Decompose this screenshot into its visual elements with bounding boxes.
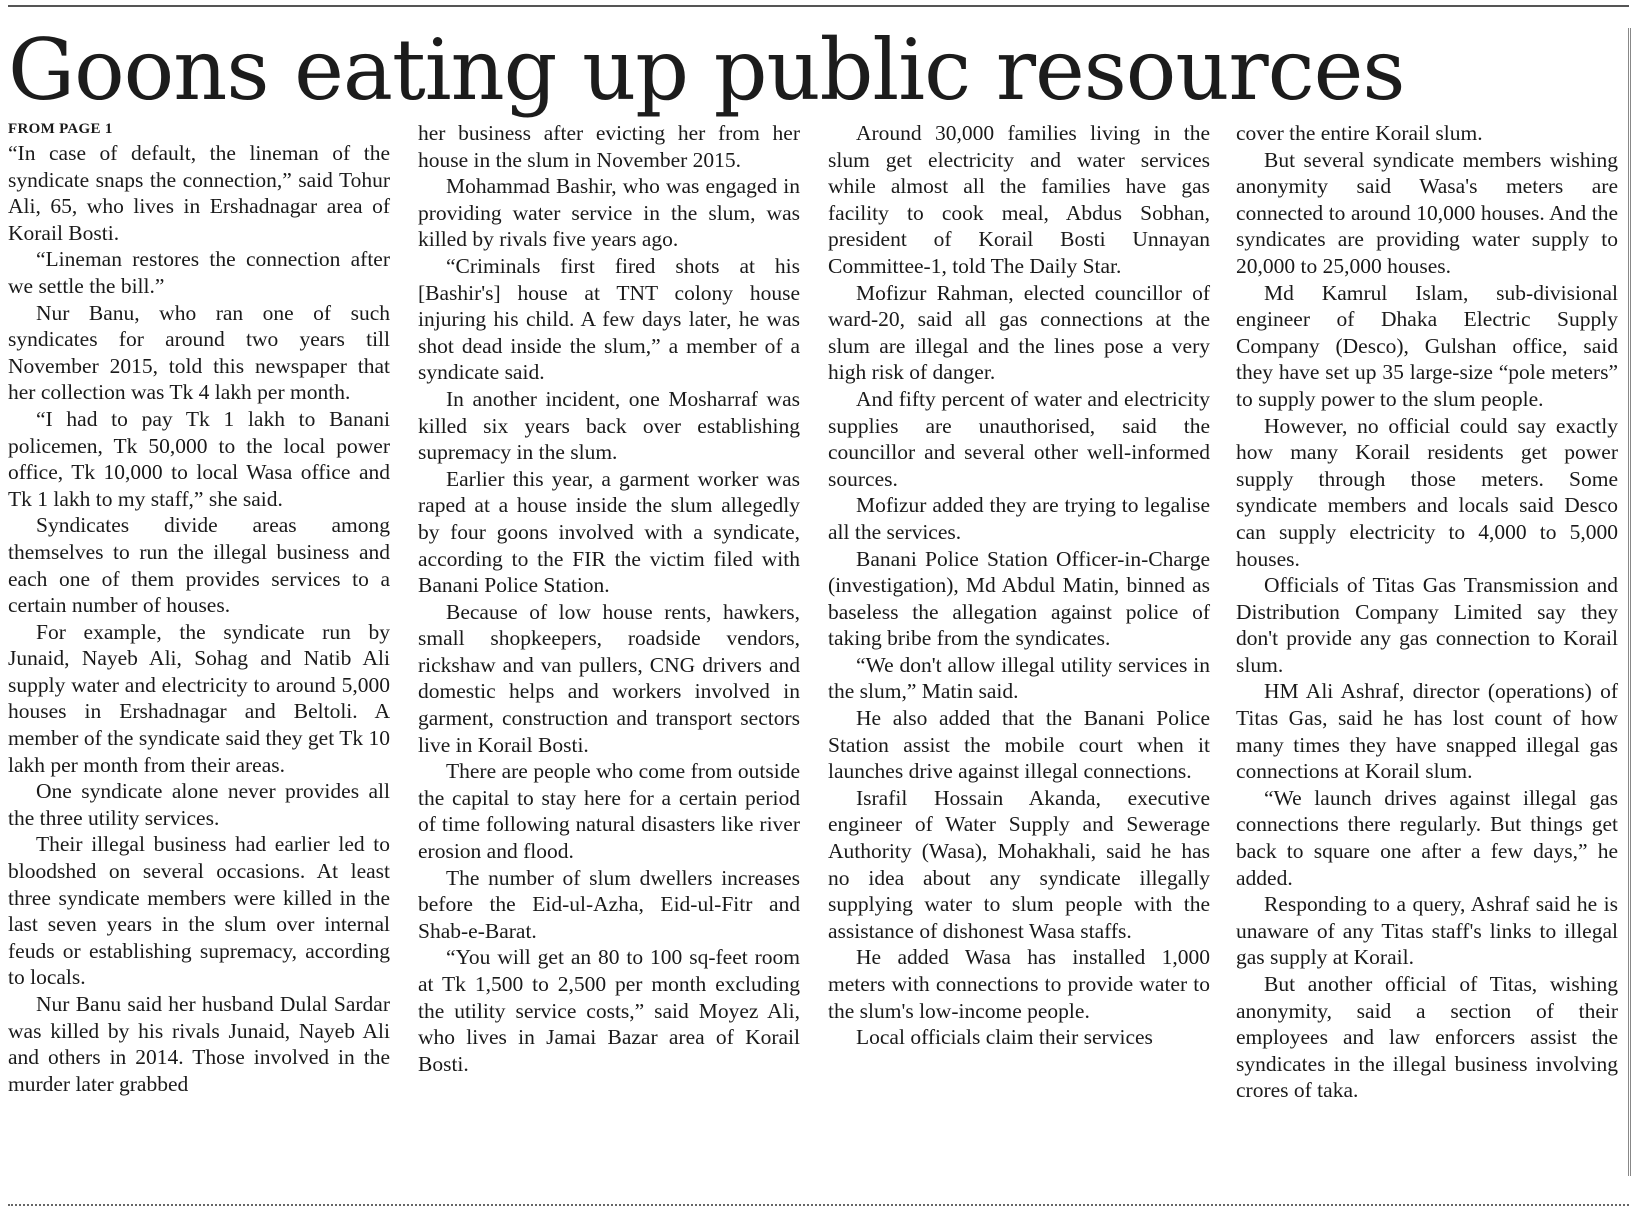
paragraph: He also added that the Banani Police Station assist the mobile court when it launches drive against illegal connections. — [828, 706, 1210, 784]
paragraph: “Criminals first fired shots at his [Bashir's] house at TNT colony house injuring his child. A few days later, he was shot dead inside the slum,” a member of a syndicate said. — [418, 253, 800, 385]
paragraph: Around 30,000 families living in the slum get electricity and water services while almost all the families have gas facility to cook meal, Abdus Sobhan, president of Korail Bosti Unnayan Committee-1, told The Daily Star. — [828, 121, 1210, 278]
paragraph: “Lineman restores the connection after we settle the bill.” — [8, 247, 390, 298]
article-body — [8, 120, 1620, 1180]
continuation-kicker: FROM PAGE 1 — [8, 121, 113, 137]
paragraph: However, no official could say exactly how many Korail residents get power supply through those meters. Some syndicate members and locals said Desco can supply electricity to 4,000 to 5,000 houses. — [1236, 413, 1618, 571]
paragraph: Syndicates divide areas among themselves to run the illegal business and each one of them provides services to a certain number of houses. — [8, 513, 390, 618]
bottom-dotted-rule — [8, 1204, 1629, 1206]
paragraph: Nur Banu, who ran one of such syndicates for around two years till November 2015, told this newspaper that her collection was Tk 4 lakh per month. — [8, 300, 390, 405]
paragraph: “In case of default, the lineman of the syndicate snaps the connection,” said Tohur Ali, 65, who lives in Ershadnagar area of Korail Bosti. — [8, 141, 390, 245]
paragraph: Responding to a query, Ashraf said he is unaware of any Titas staff's links to illegal gas supply at Korail. — [1236, 892, 1618, 970]
paragraph: Earlier this year, a garment worker was raped at a house inside the slum allegedly by four goons involved with a syndicate, according to the FIR the victim filed with Banani Police Station. — [418, 466, 800, 598]
paragraph: “You will get an 80 to 100 sq-feet room at Tk 1,500 to 2,500 per month excluding the utility service costs,” said Moyez Ali, who lives in Jamai Bazar area of Korail Bosti. — [418, 945, 800, 1076]
paragraph: Their illegal business had earlier led to bloodshed on several occasions. At least three syndicate members were killed in the last seven years in the slum over internal feuds or establishing supremacy, according to locals. — [8, 832, 390, 990]
paragraph: “I had to pay Tk 1 lakh to Banani policemen, Tk 50,000 to the local power office, Tk 10,000 to local Wasa office and Tk 1 lakh to my staff,” she said. — [8, 406, 390, 511]
paragraph: cover the entire Korail slum. — [1236, 121, 1483, 145]
paragraph: The number of slum dwellers increases before the Eid-ul-Azha, Eid-ul-Fitr and Shab-e-Barat. — [418, 865, 800, 943]
paragraph: Mofizur Rahman, elected councillor of ward-20, said all gas connections at the slum are illegal and the lines pose a very high risk of danger. — [828, 280, 1210, 385]
paragraph: “We launch drives against illegal gas connections there regularly. But things get back to square one after a few days,” he added. — [1236, 785, 1618, 890]
paragraph: Nur Banu said her husband Dulal Sardar was killed by his rivals Junaid, Nayeb Ali and others in 2014. Those involved in the murder later grabbed — [8, 992, 390, 1096]
paragraph: There are people who come from outside the capital to stay here for a certain period of time following natural disasters like river erosion and flood. — [418, 759, 800, 864]
paragraph: But another official of Titas, wishing anonymity, said a section of their employees and law enforcers assist the syndicates in the illegal business involving crores of taka. — [1236, 972, 1618, 1103]
paragraph: Md Kamrul Islam, sub-divisional engineer of Dhaka Electric Supply Company (Desco), Gulshan office, said they have set up 35 large-size “pole meters” to supply power to the slum people. — [1236, 280, 1618, 411]
paragraph: Banani Police Station Officer-in-Charge (investigation), Md Abdul Matin, binned as baseless the allegation against police of taking bribe from the syndicates. — [828, 546, 1210, 651]
right-border-rule — [1628, 28, 1631, 1176]
paragraph: Officials of Titas Gas Transmission and Distribution Company Limited say they don't provide any gas connection to Korail slum. — [1236, 573, 1618, 677]
article-column-2 — [418, 120, 800, 1077]
paragraph: But several syndicate members wishing anonymity said Wasa's meters are connected to around 10,000 houses. And the syndicates are providing water supply to 20,000 to 25,000 houses. — [1236, 147, 1618, 278]
paragraph: For example, the syndicate run by Junaid, Nayeb Ali, Sohag and Natib Ali supply water and electricity to around 5,000 houses in Ershadnagar and Beltoli. A member of the syndicate said they get Tk 10 lakh per month from their areas. — [8, 619, 390, 777]
paragraph: And fifty percent of water and electricity supplies are unauthorised, said the councillor and several other well-informed sources. — [828, 386, 1210, 491]
paragraph: Israfil Hossain Akanda, executive engineer of Water Supply and Sewerage Authority (Wasa), Mohakhali, said he has no idea about any syndicate illegally supplying water to slum people with the assistance of dishonest Wasa staffs. — [828, 785, 1210, 943]
headline: Goons eating up public resources — [8, 21, 1405, 119]
article-column-4 — [1236, 120, 1618, 1104]
paragraph: One syndicate alone never provides all the three utility services. — [8, 779, 390, 830]
paragraph: Local officials claim their services — [856, 1025, 1153, 1050]
article-column-1 — [8, 120, 390, 1097]
paragraph: He added Wasa has installed 1,000 meters with connections to provide water to the slum's low-income people. — [828, 945, 1210, 1023]
paragraph: Because of low house rents, hawkers, small shopkeepers, roadside vendors, rickshaw and van pullers, CNG drivers and domestic helps and workers involved in garment, construction and transport sectors live in Korail Bosti. — [418, 599, 800, 757]
top-rule — [8, 5, 1629, 7]
paragraph: her business after evicting her from her house in the slum in November 2015. — [418, 121, 800, 172]
paragraph: Mofizur added they are trying to legalise all the services. — [828, 493, 1210, 544]
paragraph: “We don't allow illegal utility services in the slum,” Matin said. — [828, 652, 1210, 704]
paragraph: In another incident, one Mosharraf was killed six years back over establishing supremacy in the slum. — [418, 386, 800, 465]
paragraph: Mohammad Bashir, who was engaged in providing water service in the slum, was killed by rivals five years ago. — [418, 174, 800, 252]
article-column-3 — [828, 120, 1210, 1051]
paragraph: HM Ali Ashraf, director (operations) of Titas Gas, said he has lost count of how many times they have snapped illegal gas connections at Korail slum. — [1236, 679, 1618, 784]
